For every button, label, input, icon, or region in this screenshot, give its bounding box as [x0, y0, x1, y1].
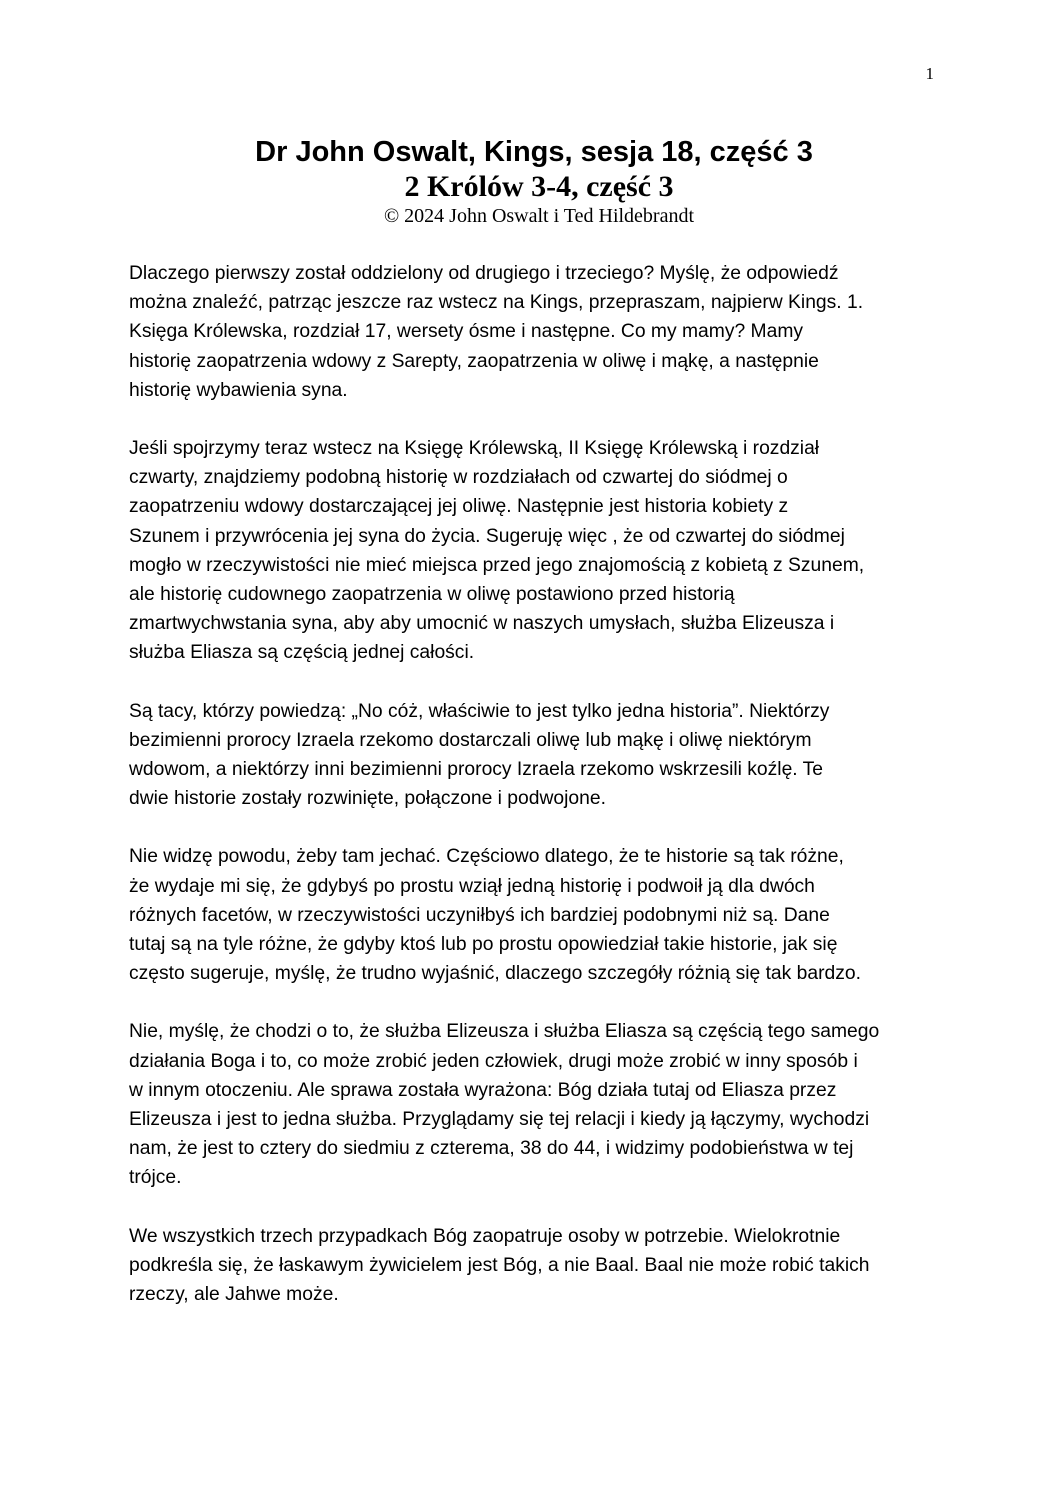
document-header: [0, 134, 1058, 228]
document-body: [129, 259, 939, 1338]
document-subtitle: 2 Królów 3-4, część 3: [404, 170, 674, 203]
paragraph: Nie widzę powodu, żeby tam jechać. Częściowo dlatego, że te historie są tak różne, że wydaje mi się, że gdybyś po prostu wziął jedną historię i podwoił ją dla dwóch różnych facetów, w rzeczywistości uczyniłbyś ich bardziej podobnymi niż są. Dane tutaj są na tyle różne, że gdyby ktoś lub po prostu opowiedział takie historie, jak się często sugeruje, myślę, że trudno wyjaśnić, dlaczego szczegóły różnią się tak bardzo.: [129, 846, 861, 985]
page-number: 1: [925, 64, 934, 83]
paragraph: Nie, myślę, że chodzi o to, że służba Elizeusza i służba Eliasza są częścią tego samego działania Boga i to, co może zrobić jeden człowiek, drugi może zrobić w inny sposób i w innym otoczeniu. Ale sprawa została wyrażona: Bóg działa tutaj od Eliasza przez Elizeusza i jest to jedna służba. Przyglądamy się tej relacji i kiedy ją łączymy, wychodzi nam, że jest to cztery do siedmiu z czterema, 38 do 44, i widzimy podobieństwa w tej trójce.: [129, 1021, 880, 1189]
paragraph: We wszystkich trzech przypadkach Bóg zaopatruje osoby w potrzebie. Wielokrotnie podkreśla się, że łaskawym żywicielem jest Bóg, a nie Baal. Baal nie może robić takich rzeczy, ale Jahwe może.: [129, 1225, 870, 1306]
copyright-notice: © 2024 John Oswalt i Ted Hildebrandt: [383, 205, 695, 227]
paragraph: Dlaczego pierwszy został oddzielony od drugiego i trzeciego? Myślę, że odpowiedź można znaleźć, patrząc jeszcze raz wstecz na Kings, przepraszam, najpierw Kings. 1. Księga Królewska, rozdział 17, wersety ósme i następne. Co my mamy? Mamy historię zaopatrzenia wdowy z Sarepty, zaopatrzenia w oliwę i mąkę, a następnie historię wybawienia syna.: [129, 263, 864, 401]
paragraph: Jeśli spojrzymy teraz wstecz na Księgę Królewską, II Księgę Królewską i rozdział czwarty, znajdziemy podobną historię w rozdziałach od czwartej do siódmej o zaopatrzeniu wdowy dostarczającej jej oliwę. Następnie jest historia kobiety z Szunem i przywrócenia jej syna do życia. Sugeruję więc , że od czwartej do siódmej mogło w rzeczywistości nie mieć miejsca przed jego znajomością z kobietą z Szunem, ale historię cudownego zaopatrzenia w oliwę postawiono przed historią zmartwychwstania syna, aby aby umocnić w naszych umysłach, służba Elizeusza i służba Eliasza są częścią jednej całości.: [129, 438, 865, 664]
document-title: Dr John Oswalt, Kings, sesja 18, część 3: [255, 136, 813, 168]
paragraph: Są tacy, którzy powiedzą: „No cóż, właściwie to jest tylko jedna historia”. Niektórzy bezimienni prorocy Izraela rzekomo dostarczali oliwę lub mąkę i oliwę niektórym wdowom, a niektórzy inni bezimienni prorocy Izraela rzekomo wskrzesili koźlę. Te dwie historie zostały rozwinięte, połączone i podwojone.: [129, 700, 830, 810]
